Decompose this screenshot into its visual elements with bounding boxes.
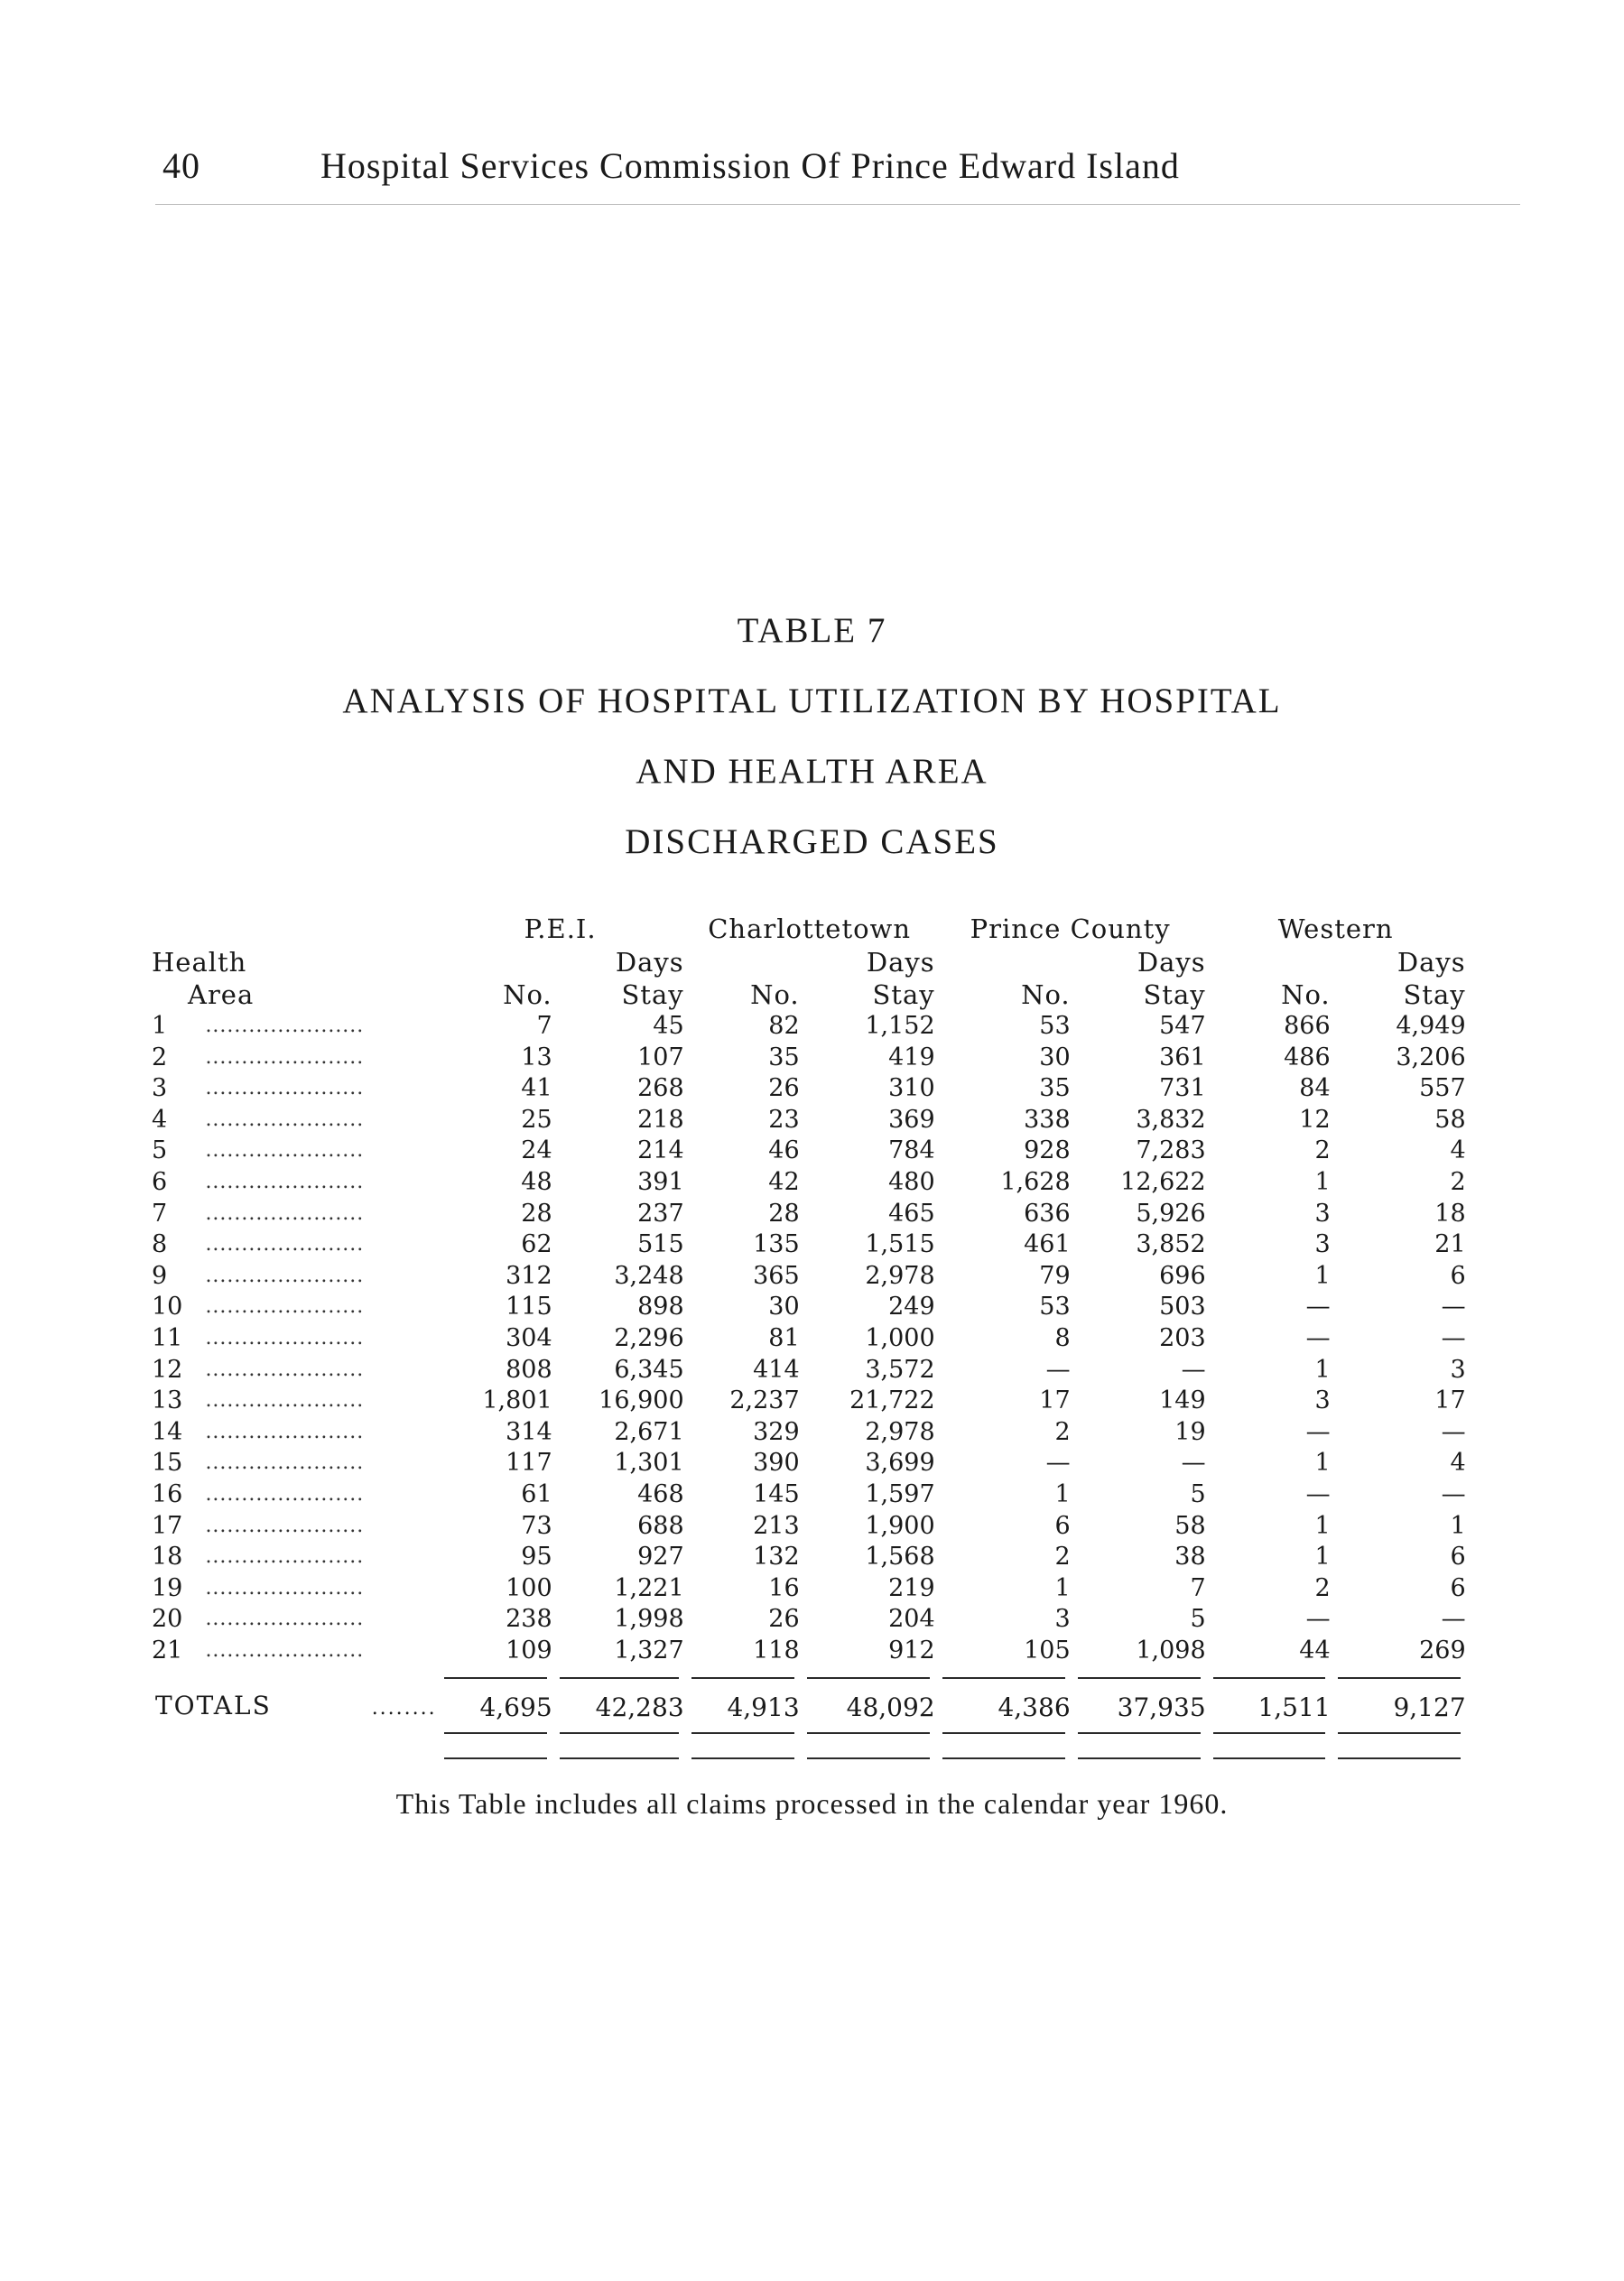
cell-western-days: 17 [1434,1386,1466,1415]
health-area-number: 17 [152,1511,183,1540]
cell-pei-days: 6,345 [614,1355,684,1384]
cell-charlottetown-no: 16 [768,1573,800,1602]
dot-leader: ...................... [205,1295,365,1319]
cell-western-no: — [1305,1323,1331,1352]
cell-pei-days: 2,671 [614,1417,684,1446]
health-area-number: 13 [152,1386,183,1415]
cell-western-days: 6 [1450,1261,1466,1290]
cell-prince-county-days: 58 [1174,1511,1206,1540]
cell-western-days: 18 [1434,1199,1466,1228]
total-prince-county-no: 4,386 [998,1692,1071,1722]
cell-charlottetown-no: 414 [753,1355,800,1384]
health-area-number: 21 [152,1636,183,1664]
cell-pei-days: 898 [637,1293,684,1321]
cell-western-no: — [1305,1293,1331,1321]
cell-prince-county-days: 5,926 [1136,1199,1206,1228]
days-header-pei: Days [615,947,684,978]
cell-western-no: 1 [1314,1261,1331,1290]
cell-western-days: 4 [1450,1449,1466,1478]
cell-western-no: 44 [1299,1636,1331,1664]
table-title-line-3: DISCHARGED CASES [625,822,999,861]
cell-charlottetown-days: 1,900 [865,1511,935,1540]
cell-prince-county-days: 696 [1159,1261,1206,1290]
cell-western-days: 3,206 [1396,1043,1466,1071]
cell-prince-county-no: 338 [1024,1105,1071,1134]
group-header-row [152,912,1466,946]
cell-western-no: 1 [1314,1449,1331,1478]
table-title-line-1: ANALYSIS OF HOSPITAL UTILIZATION BY HOSPITAL [342,682,1282,720]
cell-pei-no: 117 [506,1449,552,1478]
cell-charlottetown-days: 21,722 [849,1386,935,1415]
cell-charlottetown-no: 145 [753,1479,800,1508]
cell-pei-no: 25 [521,1105,552,1134]
cell-western-days: — [1441,1479,1466,1508]
utilization-table [152,912,1466,1783]
cell-prince-county-days: 3,832 [1136,1105,1206,1134]
dot-leader: ...................... [205,1420,365,1443]
cell-pei-days: 237 [637,1199,684,1228]
cell-charlottetown-no: 46 [768,1136,800,1165]
cell-pei-days: 391 [637,1167,684,1196]
cell-pei-no: 314 [506,1417,552,1446]
cell-western-no: 866 [1284,1012,1331,1040]
cell-prince-county-no: 53 [1039,1293,1071,1321]
table-row [152,1542,1466,1573]
cell-prince-county-no: 928 [1024,1136,1071,1165]
cell-pei-days: 688 [637,1511,684,1540]
cell-western-days: 4 [1450,1136,1466,1165]
cell-charlottetown-no: 81 [768,1323,800,1352]
cell-pei-days: 107 [637,1043,684,1071]
cell-charlottetown-no: 135 [753,1230,800,1259]
cell-charlottetown-days: 3,572 [865,1355,935,1384]
cell-prince-county-days: — [1181,1449,1206,1478]
cell-prince-county-days: 1,098 [1136,1636,1206,1664]
health-area-number: 19 [152,1573,183,1602]
stay-header-charlottetown: Stay [872,979,935,1010]
cell-prince-county-no: 53 [1039,1012,1071,1040]
cell-pei-no: 7 [536,1012,552,1040]
dot-leader: ...................... [205,1170,365,1193]
table-row [152,1105,1466,1136]
cell-pei-no: 61 [521,1479,552,1508]
cell-charlottetown-days: 2,978 [865,1417,935,1446]
health-area-number: 7 [152,1199,168,1228]
cell-prince-county-no: 461 [1024,1230,1071,1259]
cell-charlottetown-days: 1,568 [865,1543,935,1572]
totals-label: TOTALS ........ [155,1691,437,1721]
dot-leader: ...................... [205,1514,365,1537]
cell-prince-county-no: 1 [1054,1479,1071,1508]
health-area-number: 3 [152,1074,168,1103]
cell-pei-no: 238 [506,1605,552,1634]
cell-prince-county-days: 38 [1174,1543,1206,1572]
cell-pei-no: 304 [506,1323,552,1352]
table-row [152,1604,1466,1636]
cell-prince-county-days: 149 [1159,1386,1206,1415]
cell-charlottetown-days: 3,699 [865,1449,935,1478]
totals-double-rule-row [152,1727,1466,1783]
table-row [152,1261,1466,1293]
cell-western-no: — [1305,1479,1331,1508]
running-title: Hospital Services Commission Of Prince Edward Island [320,145,1180,186]
cell-prince-county-days: 19 [1174,1417,1206,1446]
running-head [162,144,1517,187]
cell-pei-no: 95 [521,1543,552,1572]
total-prince-county-days: 37,935 [1117,1692,1206,1722]
cell-charlottetown-days: 1,152 [865,1012,935,1040]
cell-pei-days: 1,221 [614,1573,684,1602]
cell-charlottetown-days: 465 [888,1199,935,1228]
table-footnote: This Table includes all claims processed in the calendar year 1960. [395,1787,1229,1820]
cell-prince-county-no: 30 [1039,1043,1071,1071]
cell-pei-no: 24 [521,1136,552,1165]
total-western-days: 9,127 [1393,1692,1466,1722]
cell-pei-no: 41 [521,1074,552,1103]
cell-prince-county-no: 3 [1054,1605,1071,1634]
cell-charlottetown-no: 132 [753,1543,800,1572]
health-area-number: 5 [152,1136,168,1165]
table-row [152,1073,1466,1105]
cell-western-no: — [1305,1417,1331,1446]
cell-pei-days: 468 [637,1479,684,1508]
cell-charlottetown-no: 329 [753,1417,800,1446]
cell-western-no: 2 [1314,1136,1331,1165]
cell-charlottetown-no: 30 [768,1293,800,1321]
cell-charlottetown-days: 310 [888,1074,935,1103]
cell-prince-county-no: 1,628 [1000,1167,1071,1196]
cell-prince-county-days: 7 [1190,1573,1206,1602]
cell-prince-county-no: 105 [1024,1636,1071,1664]
cell-charlottetown-days: 419 [888,1043,935,1071]
dot-leader: ...................... [205,1015,365,1037]
cell-prince-county-days: 3,852 [1136,1230,1206,1259]
cell-western-days: 1 [1450,1511,1466,1540]
health-area-number: 15 [152,1449,183,1478]
health-area-number: 14 [152,1417,183,1446]
cell-pei-days: 268 [637,1074,684,1103]
cell-charlottetown-no: 23 [768,1105,800,1134]
cell-western-no: 3 [1314,1230,1331,1259]
table-row [152,1292,1466,1323]
dot-leader: ...................... [205,1045,365,1069]
cell-pei-no: 28 [521,1199,552,1228]
cell-pei-no: 62 [521,1230,552,1259]
cell-pei-days: 1,327 [614,1636,684,1664]
dot-leader: ...................... [205,1482,365,1506]
table-row [152,1011,1466,1043]
group-header-western: Western [1277,913,1394,944]
dot-leader: ...................... [205,1638,365,1662]
cell-western-days: 4,949 [1396,1012,1466,1040]
days-header-prince-county: Days [1137,947,1206,978]
cell-western-days: 557 [1419,1074,1466,1103]
cell-pei-no: 109 [506,1636,552,1664]
dot-leader: ...................... [205,1608,365,1631]
cell-western-no: 3 [1314,1199,1331,1228]
cell-charlottetown-no: 28 [768,1199,800,1228]
group-header-charlottetown: Charlottetown [708,913,912,944]
cell-pei-days: 45 [653,1012,684,1040]
table-row [152,1199,1466,1230]
cell-charlottetown-days: 219 [888,1573,935,1602]
cell-charlottetown-no: 26 [768,1605,800,1634]
stay-header-row [152,978,1466,1011]
table-row [152,1636,1466,1667]
cell-charlottetown-no: 118 [753,1636,800,1664]
no-header-prince-county: No. [1021,979,1071,1010]
total-western-no: 1,511 [1257,1692,1331,1722]
health-area-number: 8 [152,1230,168,1259]
cell-charlottetown-no: 82 [768,1012,800,1040]
cell-pei-days: 16,900 [599,1386,684,1415]
cell-pei-days: 214 [637,1136,684,1165]
cell-pei-no: 100 [506,1573,552,1602]
total-pei-no: 4,695 [479,1692,552,1722]
days-header-western: Days [1397,947,1466,978]
health-area-number: 4 [152,1105,168,1134]
health-area-number: 16 [152,1479,183,1508]
cell-prince-county-days: 361 [1159,1043,1206,1071]
table-row [152,1573,1466,1605]
cell-prince-county-no: — [1045,1449,1071,1478]
stay-header-prince-county: Stay [1143,979,1206,1010]
page-number: 40 [162,145,200,186]
cell-pei-no: 312 [506,1261,552,1290]
cell-charlottetown-days: 784 [888,1136,935,1165]
dot-leader: ...................... [205,1545,365,1569]
cell-charlottetown-days: 204 [888,1605,935,1634]
cell-pei-days: 1,998 [614,1605,684,1634]
table-row [152,1448,1466,1479]
cell-western-no: 12 [1299,1105,1331,1134]
cell-prince-county-days: — [1181,1355,1206,1384]
dot-leader: ...................... [205,1233,365,1256]
cell-prince-county-days: 503 [1159,1293,1206,1321]
no-header-pei: No. [503,979,552,1010]
cell-charlottetown-days: 249 [888,1293,935,1321]
cell-prince-county-days: 5 [1190,1479,1206,1508]
dot-leader: ...................... [205,1358,365,1381]
cell-western-no: 1 [1314,1511,1331,1540]
table-row [152,1386,1466,1417]
cell-charlottetown-no: 26 [768,1074,800,1103]
cell-western-days: 3 [1450,1355,1466,1384]
health-area-number: 6 [152,1167,168,1196]
table-row [152,1511,1466,1543]
cell-pei-days: 3,248 [614,1261,684,1290]
cell-charlottetown-days: 2,978 [865,1261,935,1290]
table-row [152,1323,1466,1355]
cell-western-days: — [1441,1417,1466,1446]
health-area-number: 9 [152,1261,168,1290]
cell-western-no: 1 [1314,1355,1331,1384]
cell-charlottetown-days: 1,597 [865,1479,935,1508]
cell-charlottetown-days: 480 [888,1167,935,1196]
cell-pei-no: 808 [506,1355,552,1384]
health-area-number: 18 [152,1543,183,1572]
table-row [152,1479,1466,1511]
table-titles [0,596,1624,877]
cell-pei-days: 218 [637,1105,684,1134]
stay-header-western: Stay [1403,979,1466,1010]
total-charlottetown-no: 4,913 [727,1692,800,1722]
cell-prince-county-no: 636 [1024,1199,1071,1228]
table-body [152,1011,1466,1666]
table-row [152,1043,1466,1074]
dot-leader: ...................... [205,1389,365,1413]
cell-charlottetown-no: 35 [768,1043,800,1071]
table-number: TABLE 7 [737,611,887,650]
totals-row [152,1688,1466,1727]
cell-prince-county-no: 2 [1054,1417,1071,1446]
cell-prince-county-no: 2 [1054,1543,1071,1572]
cell-western-days: 2 [1450,1167,1466,1196]
cell-pei-no: 73 [521,1511,552,1540]
dot-leader: ...................... [205,1264,365,1287]
table-row [152,1417,1466,1449]
cell-western-no: 84 [1299,1074,1331,1103]
cell-prince-county-no: 79 [1039,1261,1071,1290]
dot-leader: ...................... [205,1326,365,1349]
cell-charlottetown-days: 912 [888,1636,935,1664]
cell-pei-no: 13 [521,1043,552,1071]
dot-leader: ...................... [205,1077,365,1100]
cell-western-days: 6 [1450,1573,1466,1602]
cell-western-no: 486 [1284,1043,1331,1071]
area-header: Area [188,979,255,1010]
cell-western-no: 2 [1314,1573,1331,1602]
dot-leader: ...................... [205,1451,365,1475]
total-charlottetown-days: 48,092 [846,1692,935,1722]
health-area-number: 20 [152,1605,183,1634]
cell-pei-days: 1,301 [614,1449,684,1478]
cell-prince-county-days: 547 [1159,1012,1206,1040]
no-header-charlottetown: No. [750,979,800,1010]
cell-pei-no: 115 [506,1293,552,1321]
cell-western-days: 269 [1419,1636,1466,1664]
cell-charlottetown-days: 1,515 [865,1230,935,1259]
cell-prince-county-no: 35 [1039,1074,1071,1103]
cell-prince-county-days: 731 [1159,1074,1206,1103]
stay-header-pei: Stay [621,979,684,1010]
days-header-charlottetown: Days [866,947,935,978]
cell-charlottetown-no: 2,237 [729,1386,800,1415]
no-header-western: No. [1281,979,1331,1010]
cell-prince-county-no: 8 [1054,1323,1071,1352]
cell-charlottetown-no: 213 [753,1511,800,1540]
cell-prince-county-days: 203 [1159,1323,1206,1352]
cell-western-days: 58 [1434,1105,1466,1134]
table-row [152,1136,1466,1167]
cell-western-days: — [1441,1293,1466,1321]
totals-section [152,1666,1466,1783]
cell-charlottetown-no: 390 [753,1449,800,1478]
cell-western-no: 1 [1314,1543,1331,1572]
cell-pei-no: 48 [521,1167,552,1196]
health-area-number: 11 [152,1323,183,1352]
cell-western-days: — [1441,1605,1466,1634]
cell-prince-county-no: 6 [1054,1511,1071,1540]
dot-leader: ...................... [205,1576,365,1599]
days-header-row [152,946,1466,978]
cell-charlottetown-no: 42 [768,1167,800,1196]
group-header-prince-county: Prince County [970,913,1171,944]
health-area-number: 12 [152,1355,183,1384]
cell-pei-no: 1,801 [482,1386,552,1415]
cell-western-days: — [1441,1323,1466,1352]
header-rule [155,204,1520,205]
totals-rule-row [152,1666,1466,1688]
cell-prince-county-no: 17 [1039,1386,1071,1415]
table-row [152,1355,1466,1386]
health-area-number: 1 [152,1012,168,1040]
cell-western-no: 1 [1314,1167,1331,1196]
cell-western-days: 21 [1434,1230,1466,1259]
cell-prince-county-no: 1 [1054,1573,1071,1602]
cell-charlottetown-no: 365 [753,1261,800,1290]
cell-charlottetown-days: 1,000 [865,1323,935,1352]
dot-leader: ...................... [205,1108,365,1131]
table-row [152,1167,1466,1199]
cell-pei-days: 927 [637,1543,684,1572]
group-header-pei: P.E.I. [524,913,597,944]
dot-leader: ...................... [205,1201,365,1225]
cell-prince-county-no: — [1045,1355,1071,1384]
cell-western-no: — [1305,1605,1331,1634]
dot-leader: ...................... [205,1139,365,1163]
cell-prince-county-days: 7,283 [1136,1136,1206,1165]
cell-pei-days: 2,296 [614,1323,684,1352]
health-header: Health [152,947,247,978]
total-pei-days: 42,283 [595,1692,684,1722]
table-title-line-2: AND HEALTH AREA [636,752,988,791]
cell-prince-county-days: 5 [1190,1605,1206,1634]
cell-western-days: 6 [1450,1543,1466,1572]
cell-pei-days: 515 [637,1230,684,1259]
table-row [152,1229,1466,1261]
cell-charlottetown-days: 369 [888,1105,935,1134]
cell-prince-county-days: 12,622 [1120,1167,1206,1196]
health-area-number: 10 [152,1293,183,1321]
cell-western-no: 3 [1314,1386,1331,1415]
health-area-number: 2 [152,1043,168,1071]
